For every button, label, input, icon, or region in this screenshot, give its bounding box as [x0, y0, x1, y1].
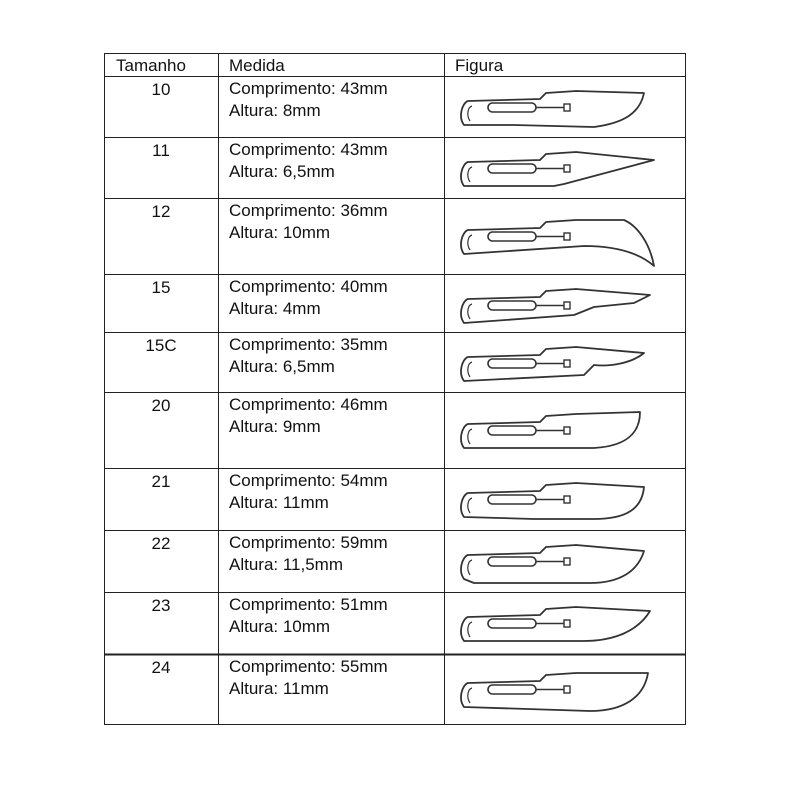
length-value: Comprimento: 43mm [229, 140, 388, 159]
scalpel-blade-15c-icon [454, 333, 674, 395]
row-measure [229, 470, 388, 514]
scalpel-blade-21-icon [454, 469, 674, 531]
length-value: Comprimento: 40mm [229, 277, 388, 296]
length-value: Comprimento: 54mm [229, 471, 388, 490]
scalpel-blade-20-icon [454, 400, 674, 462]
row-measure [229, 78, 388, 122]
row-measure [229, 394, 388, 438]
scalpel-blade-22-icon [454, 531, 674, 593]
row-size: 21 [151, 472, 171, 491]
scalpel-blade-11-icon [454, 138, 674, 200]
height-value: Altura: 6,5mm [229, 162, 335, 181]
length-value: Comprimento: 35mm [229, 335, 388, 354]
height-value: Altura: 11mm [229, 493, 329, 512]
height-value: Altura: 11mm [229, 679, 329, 698]
row-measure [229, 532, 388, 576]
height-value: Altura: 6,5mm [229, 357, 335, 376]
row-size: 10 [151, 80, 171, 99]
length-value: Comprimento: 43mm [229, 79, 388, 98]
scalpel-blade-10-icon [454, 77, 674, 139]
scalpel-blade-12-icon [454, 206, 674, 268]
height-value: Altura: 4mm [229, 299, 321, 318]
row-size: 20 [151, 396, 171, 415]
height-value: Altura: 9mm [229, 417, 321, 436]
scalpel-blade-24-icon [454, 659, 674, 721]
row-measure [229, 656, 388, 700]
row-measure [229, 276, 388, 320]
height-value: Altura: 11,5mm [229, 555, 344, 574]
length-value: Comprimento: 51mm [229, 595, 388, 614]
row-size: 23 [151, 596, 171, 615]
length-value: Comprimento: 55mm [229, 657, 388, 676]
row-size: 15 [151, 278, 171, 297]
row-measure [229, 200, 388, 244]
header-size: Tamanho [116, 56, 186, 75]
row-measure [229, 334, 388, 378]
row-measure [229, 594, 388, 638]
length-value: Comprimento: 59mm [229, 533, 388, 552]
length-value: Comprimento: 46mm [229, 395, 388, 414]
row-size: 12 [151, 202, 171, 221]
scalpel-blade-23-icon [454, 593, 674, 655]
height-value: Altura: 10mm [229, 223, 331, 242]
row-size: 24 [151, 658, 171, 677]
length-value: Comprimento: 36mm [229, 201, 388, 220]
header-figure: Figura [455, 56, 504, 75]
row-size: 15C [145, 336, 177, 355]
row-size: 22 [151, 534, 171, 553]
scalpel-blade-15-icon [454, 275, 674, 337]
row-size: 11 [152, 141, 170, 160]
row-measure [229, 139, 388, 183]
header-measure: Medida [229, 56, 285, 75]
height-value: Altura: 10mm [229, 617, 331, 636]
height-value: Altura: 8mm [229, 101, 321, 120]
